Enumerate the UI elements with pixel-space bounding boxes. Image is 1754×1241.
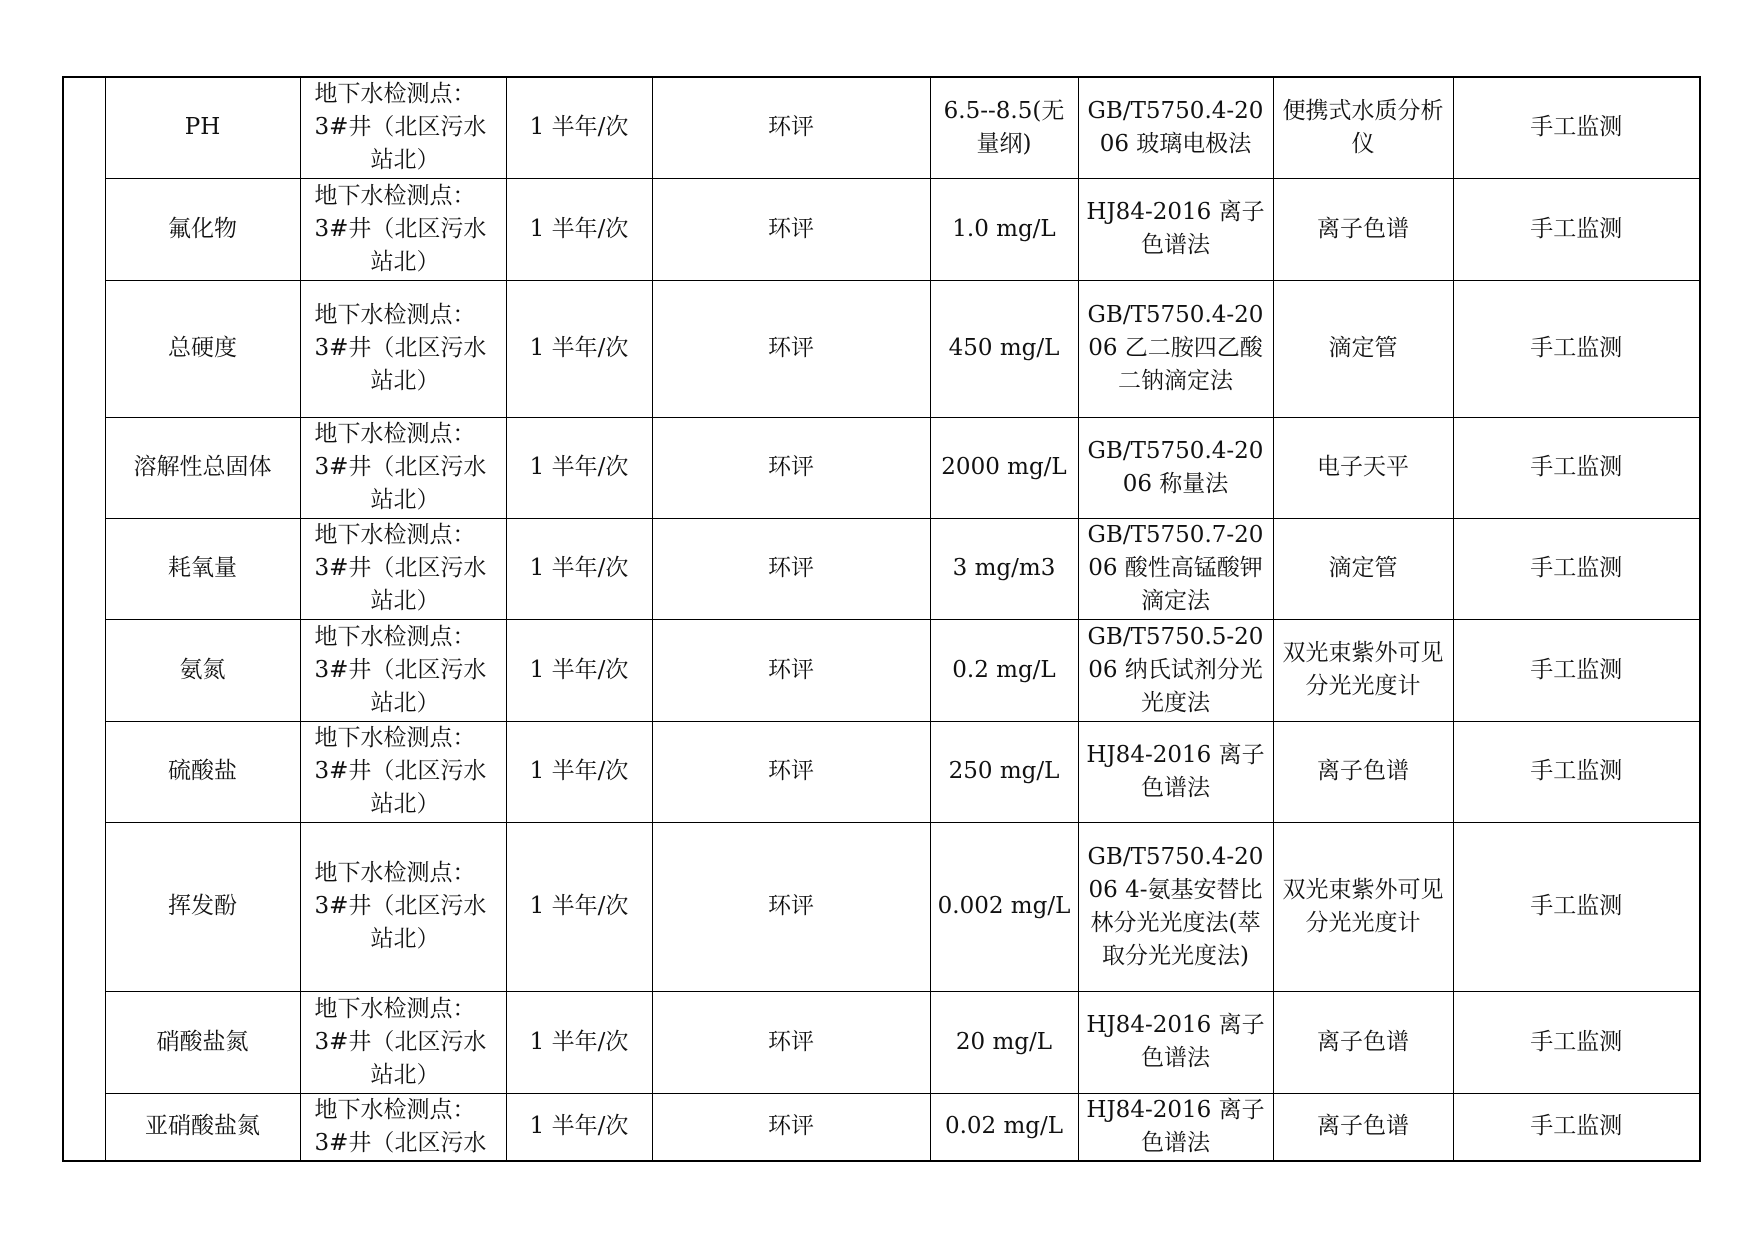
table-row (63, 991, 1700, 1093)
monitoring-point-line: 地下水检测点： (314, 421, 476, 447)
table-row (63, 178, 1700, 280)
table-row (63, 721, 1700, 822)
frequency-cell: 1 半年/次 (506, 721, 652, 822)
monitoring-point-line: 3#井（北区污水 (314, 758, 487, 784)
method-cell: HJ84-2016 离子色谱法 (1078, 721, 1273, 822)
row-margin-cell (63, 822, 105, 991)
instrument-cell: 双光束紫外可见分光光度计 (1273, 619, 1453, 721)
table-row (63, 822, 1700, 991)
method-cell: GB/T5750.4-2006 4-氨基安替比林分光光度法(萃取分光光度法) (1078, 822, 1273, 991)
row-margin-cell (63, 417, 105, 518)
monitoring-point-line: 地下水检测点： (314, 522, 476, 548)
row-margin-cell (63, 991, 105, 1093)
basis-cell: 环评 (652, 991, 930, 1093)
monitoring-point-line: 地下水检测点： (314, 81, 476, 108)
monitoring-point-line: 3#井（北区污水 (314, 215, 487, 242)
instrument-cell: 离子色谱 (1273, 991, 1453, 1093)
table-body (63, 77, 1700, 1161)
monitoring-point-cell (300, 178, 506, 280)
monitoring-point-line: 站北） (370, 1061, 440, 1088)
monitoring-point-line: 3#井（北区污水 (314, 454, 487, 480)
table-row (63, 280, 1700, 417)
monitoring-point-line: 3#井（北区污水 (314, 335, 487, 361)
basis-cell: 环评 (652, 1093, 930, 1161)
item-name-cell: 硝酸盐氮 (105, 991, 300, 1093)
table-row (63, 417, 1700, 518)
limit-cell: 0.002 mg/L (930, 822, 1078, 991)
basis-cell: 环评 (652, 280, 930, 417)
limit-cell: 0.02 mg/L (930, 1093, 1078, 1161)
instrument-cell: 离子色谱 (1273, 178, 1453, 280)
item-name-cell: 氨氮 (105, 619, 300, 721)
monitoring-point-line: 地下水检测点： (314, 995, 476, 1022)
row-margin-cell (63, 721, 105, 822)
monitoring-point-line: 3#井（北区污水 (314, 893, 487, 919)
limit-cell: 2000 mg/L (930, 417, 1078, 518)
limit-cell: 0.2 mg/L (930, 619, 1078, 721)
monitoring-mode-cell: 手工监测 (1453, 1093, 1700, 1161)
monitoring-point-cell (300, 280, 506, 417)
monitoring-point-line: 站北） (370, 926, 440, 952)
method-cell: GB/T5750.4-2006 乙二胺四乙酸二钠滴定法 (1078, 280, 1273, 417)
limit-cell: 450 mg/L (930, 280, 1078, 417)
limit-cell: 250 mg/L (930, 721, 1078, 822)
monitoring-mode-cell: 手工监测 (1453, 991, 1700, 1093)
monitoring-mode-cell: 手工监测 (1453, 721, 1700, 822)
monitoring-point-line: 站北） (370, 588, 440, 614)
frequency-cell: 1 半年/次 (506, 1093, 652, 1161)
row-margin-cell (63, 1093, 105, 1161)
monitoring-point-cell (300, 518, 506, 619)
table-row (63, 77, 1700, 178)
monitoring-mode-cell: 手工监测 (1453, 178, 1700, 280)
frequency-cell: 1 半年/次 (506, 280, 652, 417)
item-name-cell: 硫酸盐 (105, 721, 300, 822)
instrument-cell: 滴定管 (1273, 518, 1453, 619)
basis-cell: 环评 (652, 822, 930, 991)
instrument-cell: 便携式水质分析仪 (1273, 77, 1453, 178)
table-row (63, 1093, 1700, 1161)
monitoring-point-line: 地下水检测点： (314, 623, 476, 650)
method-cell: HJ84-2016 离子色谱法 (1078, 1093, 1273, 1161)
row-margin-cell (63, 77, 105, 178)
basis-cell: 环评 (652, 518, 930, 619)
monitoring-point-cell (300, 619, 506, 721)
frequency-cell: 1 半年/次 (506, 178, 652, 280)
monitoring-point-line: 3#井（北区污水 (314, 656, 487, 683)
monitoring-point-line: 3#井（北区污水 (314, 1028, 487, 1055)
monitoring-point-line: 3#井（北区污水 (314, 555, 487, 581)
monitoring-mode-cell: 手工监测 (1453, 619, 1700, 721)
monitoring-point-line: 地下水检测点： (314, 1096, 476, 1123)
table-row (63, 619, 1700, 721)
frequency-cell: 1 半年/次 (506, 991, 652, 1093)
item-name-cell: 挥发酚 (105, 822, 300, 991)
frequency-cell: 1 半年/次 (506, 619, 652, 721)
monitoring-point-line: 站北） (370, 248, 440, 275)
monitoring-point-line: 3#井（北区污水 (314, 1129, 487, 1156)
monitoring-point-line: 站北） (370, 487, 440, 513)
table-row (63, 518, 1700, 619)
item-name-cell: PH (105, 77, 300, 178)
instrument-cell: 双光束紫外可见分光光度计 (1273, 822, 1453, 991)
basis-cell: 环评 (652, 417, 930, 518)
monitoring-mode-cell: 手工监测 (1453, 822, 1700, 991)
row-margin-cell (63, 619, 105, 721)
monitoring-point-cell (300, 721, 506, 822)
frequency-cell: 1 半年/次 (506, 822, 652, 991)
method-cell: HJ84-2016 离子色谱法 (1078, 178, 1273, 280)
frequency-cell: 1 半年/次 (506, 77, 652, 178)
item-name-cell: 亚硝酸盐氮 (105, 1093, 300, 1161)
monitoring-point-cell (300, 991, 506, 1093)
row-margin-cell (63, 178, 105, 280)
method-cell: HJ84-2016 离子色谱法 (1078, 991, 1273, 1093)
monitoring-point-line: 站北） (370, 368, 440, 394)
monitoring-table (62, 76, 1701, 1162)
item-name-cell: 溶解性总固体 (105, 417, 300, 518)
row-margin-cell (63, 280, 105, 417)
method-cell: GB/T5750.5-2006 纳氏试剂分光光度法 (1078, 619, 1273, 721)
frequency-cell: 1 半年/次 (506, 417, 652, 518)
instrument-cell: 离子色谱 (1273, 721, 1453, 822)
limit-cell: 3 mg/m3 (930, 518, 1078, 619)
monitoring-point-line: 地下水检测点： (314, 725, 476, 751)
monitoring-point-line: 站北） (370, 147, 440, 174)
monitoring-point-cell (300, 1093, 506, 1161)
frequency-cell: 1 半年/次 (506, 518, 652, 619)
row-margin-cell (63, 518, 105, 619)
instrument-cell: 离子色谱 (1273, 1093, 1453, 1161)
method-cell: GB/T5750.4-2006 称量法 (1078, 417, 1273, 518)
monitoring-point-cell (300, 417, 506, 518)
monitoring-point-line: 站北） (370, 791, 440, 817)
basis-cell: 环评 (652, 721, 930, 822)
monitoring-mode-cell: 手工监测 (1453, 518, 1700, 619)
monitoring-point-cell (300, 822, 506, 991)
instrument-cell: 电子天平 (1273, 417, 1453, 518)
basis-cell: 环评 (652, 77, 930, 178)
instrument-cell: 滴定管 (1273, 280, 1453, 417)
method-cell: GB/T5750.4-2006 玻璃电极法 (1078, 77, 1273, 178)
monitoring-mode-cell: 手工监测 (1453, 77, 1700, 178)
monitoring-point-line: 地下水检测点： (314, 860, 476, 886)
basis-cell: 环评 (652, 178, 930, 280)
monitoring-point-line: 地下水检测点： (314, 182, 476, 209)
basis-cell: 环评 (652, 619, 930, 721)
limit-cell: 20 mg/L (930, 991, 1078, 1093)
monitoring-point-cell (300, 77, 506, 178)
monitoring-point-line: 3#井（北区污水 (314, 114, 487, 141)
monitoring-mode-cell: 手工监测 (1453, 417, 1700, 518)
limit-cell: 1.0 mg/L (930, 178, 1078, 280)
monitoring-point-line: 地下水检测点： (314, 302, 476, 328)
method-cell: GB/T5750.7-2006 酸性高锰酸钾滴定法 (1078, 518, 1273, 619)
item-name-cell: 氟化物 (105, 178, 300, 280)
item-name-cell: 耗氧量 (105, 518, 300, 619)
limit-cell: 6.5--8.5(无量纲) (930, 77, 1078, 178)
monitoring-point-line: 站北） (370, 689, 440, 716)
item-name-cell: 总硬度 (105, 280, 300, 417)
monitoring-mode-cell: 手工监测 (1453, 280, 1700, 417)
